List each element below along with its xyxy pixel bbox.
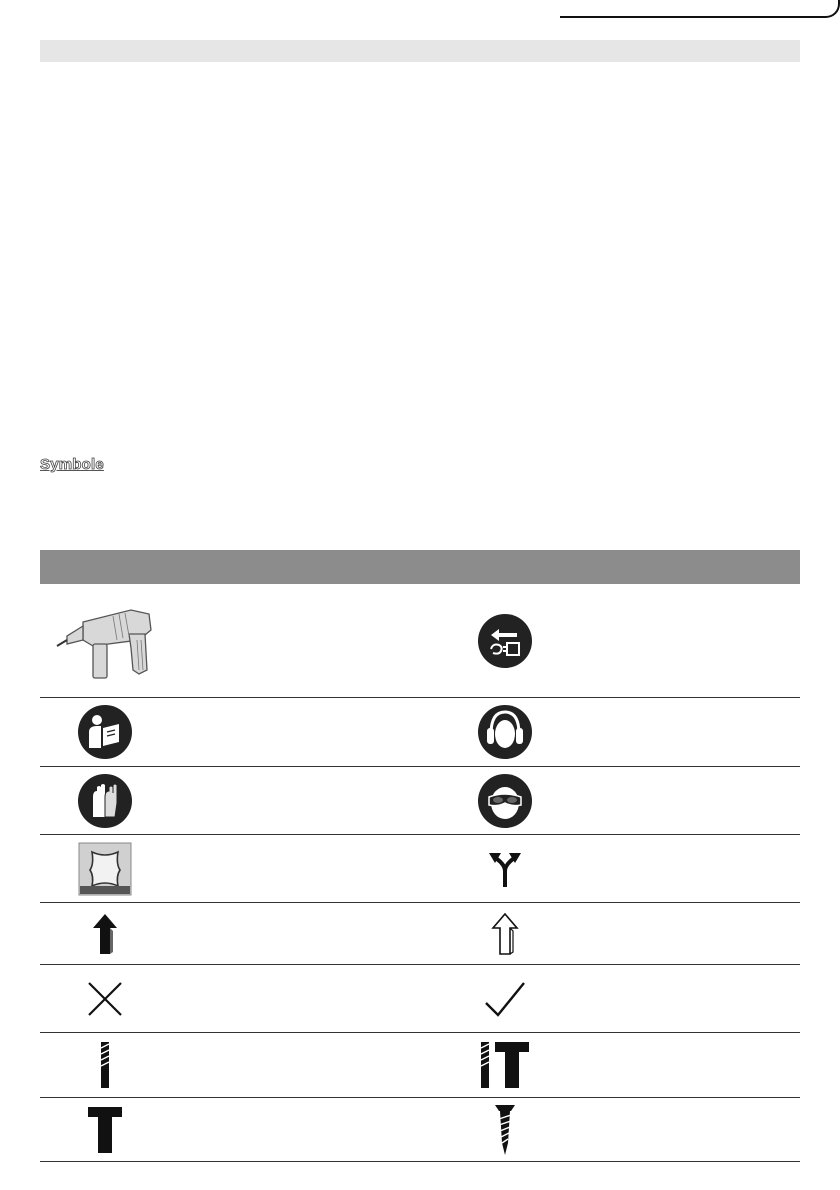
sds-plus-shank-icon (40, 842, 170, 896)
table-cell (440, 835, 800, 902)
table-cell (40, 965, 440, 1032)
section-heading-symbole: Symbole (40, 456, 104, 473)
table-cell (440, 903, 800, 964)
table-cell (440, 1033, 800, 1097)
table-cell (40, 903, 440, 964)
read-manual-icon (40, 704, 170, 760)
table-row (40, 1033, 800, 1098)
safety-goggles-icon (475, 773, 535, 829)
drill-bit-hammer-icon (475, 1040, 535, 1090)
table-cell (40, 835, 440, 902)
table-row (40, 767, 800, 835)
table-cell (40, 767, 440, 834)
table-row (40, 584, 800, 698)
hammer-icon (40, 1105, 170, 1155)
page-corner-line (560, 0, 840, 18)
table-cell (440, 767, 800, 834)
cross-icon (40, 977, 170, 1021)
screw-icon (475, 1103, 535, 1157)
outline-arrow-up-icon (475, 912, 535, 956)
table-cell (440, 698, 800, 766)
checkmark-icon (475, 977, 535, 1021)
filled-arrow-up-icon (40, 912, 170, 956)
table-row (40, 1098, 800, 1162)
table-cell (40, 584, 440, 697)
rotary-hammer-drill-image (40, 600, 170, 682)
table-cell (40, 1098, 440, 1161)
table-header-bar (40, 550, 800, 584)
table-row (40, 835, 800, 903)
table-row (40, 698, 800, 767)
symbols-table (40, 584, 800, 1162)
table-cell (440, 584, 800, 697)
table-cell (40, 698, 440, 766)
table-row (40, 965, 800, 1033)
drill-bit-icon (40, 1040, 170, 1090)
ear-protection-icon (475, 704, 535, 760)
table-cell (40, 1033, 440, 1097)
table-cell (440, 965, 800, 1032)
fork-arrow-icon (475, 847, 535, 891)
table-row (40, 903, 800, 965)
top-gray-bar (40, 40, 800, 62)
unplug-before-work-icon (475, 613, 535, 669)
protective-gloves-icon (40, 773, 170, 829)
table-cell (440, 1098, 800, 1161)
